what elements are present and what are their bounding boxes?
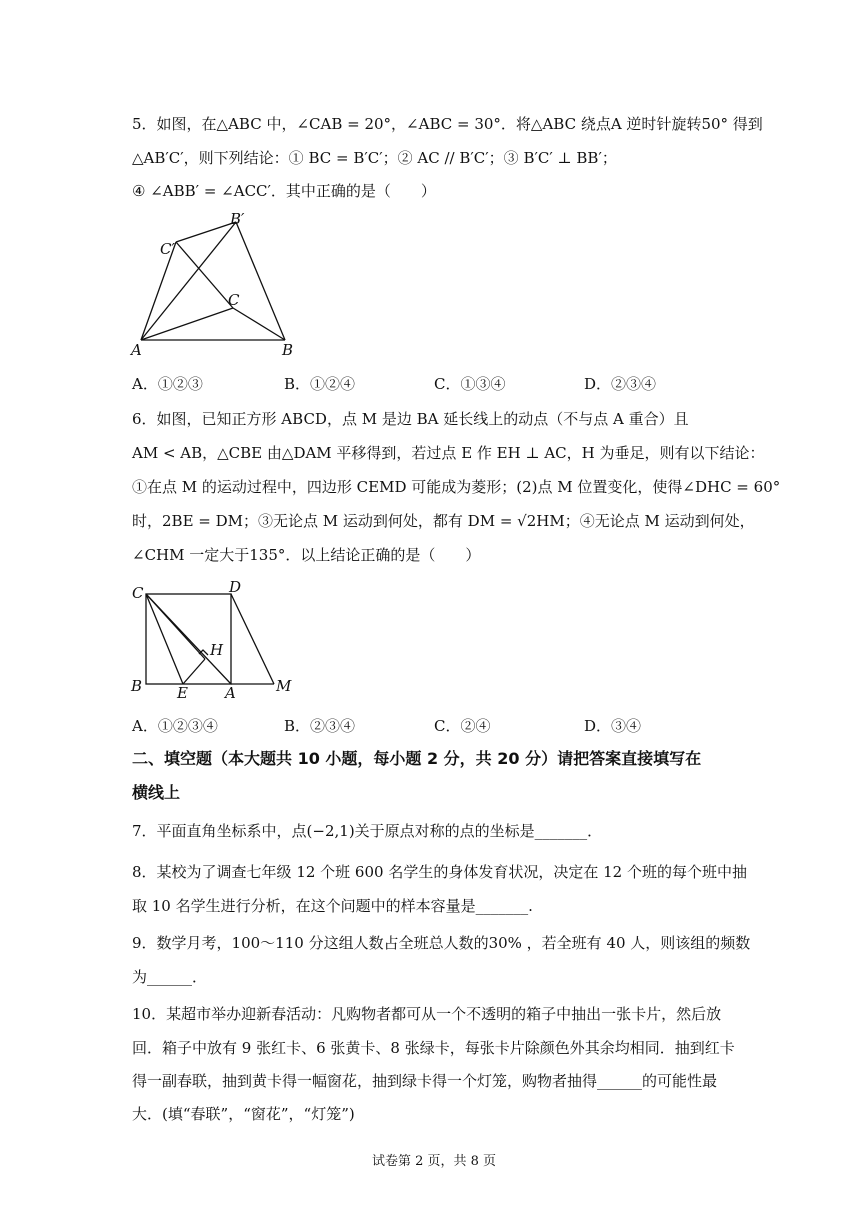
q10-line-1: 10．某超市举办迎新春活动：凡购物者都可从一个不透明的箱子中抽出一张卡片，然后放 [132, 1005, 722, 1023]
q5-option-a[interactable]: A．①②③ [132, 375, 203, 393]
q5-segment-abp [141, 222, 236, 340]
q10-line-2: 回．箱子中放有 9 张红卡、6 张黄卡、8 张绿卡，每张卡片除颜色外其余均相同．抽到红卡 [132, 1039, 735, 1057]
q5-segment-ac [141, 308, 233, 340]
q9-line-2: 为______． [132, 968, 208, 986]
q5-segment-cpbp [176, 222, 236, 242]
q6-label-m: M [276, 677, 292, 695]
q5-label-cp: C′ [160, 240, 175, 258]
q6-label-c: C [132, 584, 144, 602]
q5-line-2: △AB′C′，则下列结论：① BC = B′C′；② AC // B′C′；③ B′C′ ⊥ BB′； [132, 149, 617, 167]
q6-line-3: ①在点 M 的运动过程中，四边形 CEMD 可能成为菱形；(2)点 M 位置变化，使得∠DHC = 60° [132, 478, 781, 496]
q5-segment-cpc [176, 242, 233, 308]
q6-segment-dm [231, 594, 274, 684]
q6-option-a[interactable]: A．①②③④ [132, 717, 218, 735]
q6-line-1: 6．如图，已知正方形 ABCD，点 M 是边 BA 延长线上的动点（不与点 A 重合）且 [132, 410, 689, 428]
q5-label-a: A [131, 341, 142, 359]
q6-line-5: ∠CHM 一定大于135°．以上结论正确的是（ ） [132, 546, 481, 564]
q5-label-b: B [282, 341, 294, 359]
q6-line-2: AM < AB，△CBE 由△DAM 平移得到，若过点 E 作 EH ⊥ AC，H 为垂足，则有以下结论： [132, 444, 765, 462]
q8-line-1: 8．某校为了调查七年级 12 个班 600 名学生的身体发育状况，决定在 12 个班的每个班中抽 [132, 863, 747, 881]
q6-option-d[interactable]: D．③④ [584, 717, 642, 735]
q5-triangle-figure [128, 210, 303, 360]
q6-square-figure [128, 578, 303, 703]
q7-line-1: 7．平面直角坐标系中，点(−2,1)关于原点对称的点的坐标是_______． [132, 822, 603, 840]
section-2-heading-line-2: 横线上 [132, 783, 181, 802]
q6-option-b[interactable]: B．②③④ [284, 717, 356, 735]
q5-option-b[interactable]: B．①②④ [284, 375, 356, 393]
q6-label-a: A [225, 684, 236, 702]
q5-line-3: ④ ∠ABB′ = ∠ACC′．其中正确的是（ ） [132, 182, 436, 200]
q5-label-c: C [228, 291, 240, 309]
q5-label-bp: B′ [230, 210, 245, 228]
q6-segment-ce [146, 594, 183, 684]
q6-label-d: D [229, 578, 242, 596]
q8-line-2: 取 10 名学生进行分析，在这个问题中的样本容量是_______. [132, 897, 533, 915]
q9-line-1: 9．数学月考，100～110 分这组人数占全班总人数的30% ，若全班有 40 人，则该组的频数 [132, 934, 751, 952]
q5-option-c[interactable]: C．①③④ [434, 375, 506, 393]
page-footer: 试卷第 2 页，共 8 页 [371, 1154, 497, 1169]
q5-line-1: 5．如图，在△ABC 中，∠CAB = 20°，∠ABC = 30°．将△ABC 绕点A 逆时针旋转50° 得到 [132, 115, 763, 133]
q5-option-d[interactable]: D．②③④ [584, 375, 657, 393]
q5-segment-cb [233, 308, 285, 340]
q6-label-h: H [210, 641, 224, 659]
q6-line-4: 时，2BE = DM；③无论点 M 运动到何处，都有 DM = √2HM；④无论点 M 运动到何处， [132, 512, 755, 530]
q6-segment-ch [146, 594, 205, 659]
q5-segment-bpb [236, 222, 285, 340]
q6-label-e: E [177, 684, 188, 702]
section-2-heading-line-1: 二、填空题（本大题共 10 小题，每小题 2 分，共 20 分）请把答案直接填写在 [132, 749, 702, 768]
q6-label-b: B [131, 677, 143, 695]
q10-line-3: 得一副春联，抽到黄卡得一幅窗花，抽到绿卡得一个灯笼，购物者抽得______的可能性最 [132, 1072, 718, 1090]
q10-line-4: 大．(填“春联”，“窗花”，“灯笼”) [132, 1105, 355, 1123]
q6-option-c[interactable]: C．②④ [434, 717, 491, 735]
q6-segment-eh [183, 659, 205, 684]
